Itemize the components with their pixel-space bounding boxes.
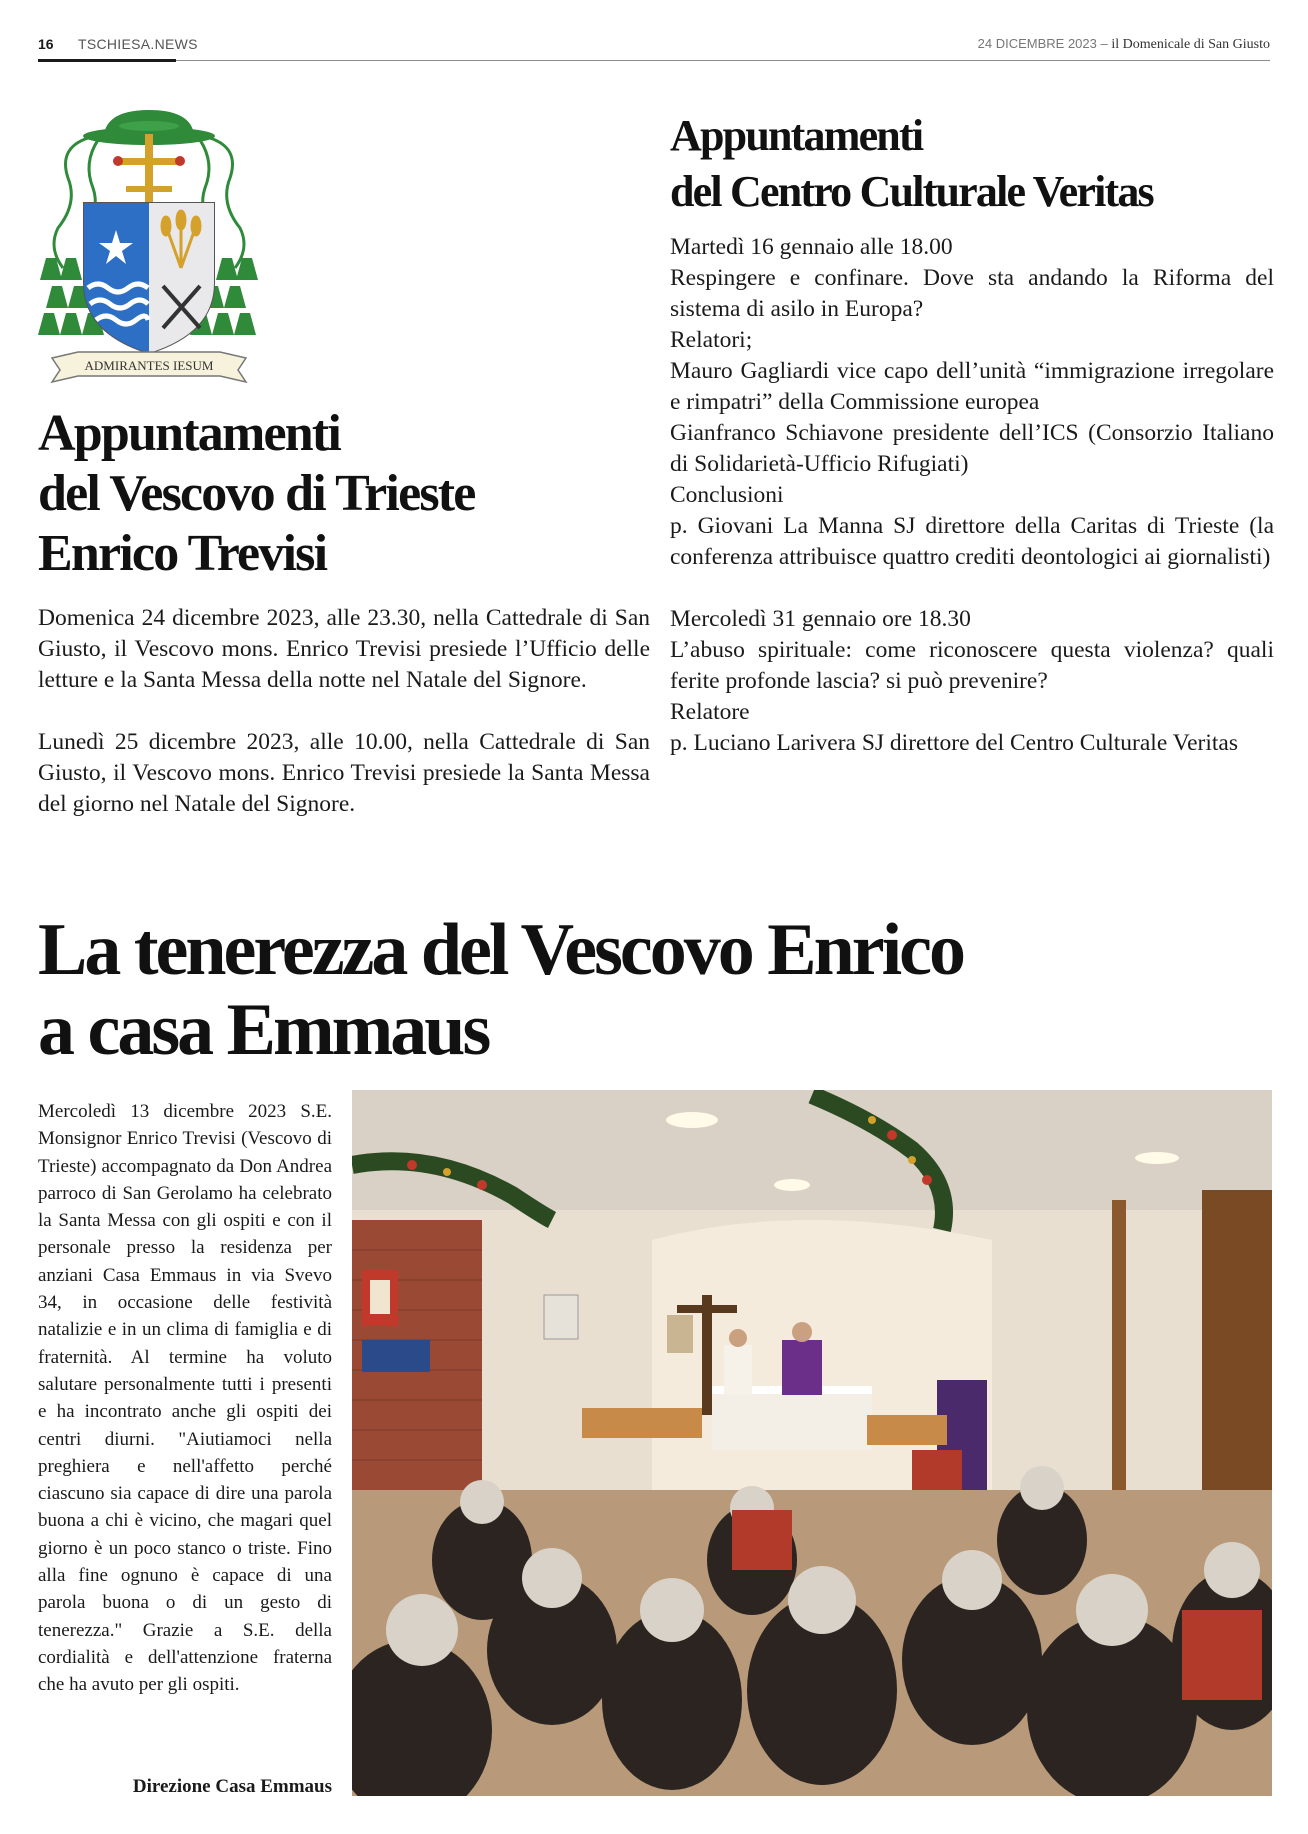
bishop-appointments-body xyxy=(38,603,650,820)
veritas-appointments-body xyxy=(670,232,1274,759)
article-paragraph: Mercoledì 13 dicembre 2023 S.E. Monsignor Enrico Trevisi (Vescovo di Trieste) accompagnato da Don Andrea parroco di San Gerolamo ha celebrato la Santa Messa con gli ospiti e con il personale presso la residenza per anziani Casa Emmaus in via Svevo 34, in occasione delle festività natalizie e in un clima di famiglia e di fraternità. Al termine ha voluto salutare personalmente tutti i presenti e ha incontrato anche gli ospiti dei centri diurni. "Aiutiamoci nella preghiera e nell'affetto perché ciascuno sia capace di dire una parola buona a chi è vicino, che magari quel giorno è un poco stanco o triste. Fino alla fine ognuno è capace di una parola buona o di un gesto di tenerezza." Grazie a S.E. della cordialità e dell'attenzione fraterna che ha avuto per gli ospiti. xyxy=(38,1101,332,1696)
veritas-title-line-1: Appuntamenti xyxy=(670,111,923,160)
bishop-title-line-2: del Vescovo di Trieste xyxy=(38,465,475,522)
header-rule xyxy=(38,60,1270,61)
article-body xyxy=(38,1098,332,1699)
issue-info xyxy=(978,36,1270,53)
event-1-speaker-1: Mauro Gagliardi vice capo dell’unità “immigrazione irregolare e rimpatri” della Commissione europea xyxy=(670,358,1274,415)
event-1-conclusions-label: Conclusioni xyxy=(670,482,784,508)
event-2-speaker: p. Luciano Larivera SJ direttore del Centro Culturale Veritas xyxy=(670,730,1238,756)
paper-name: il Domenicale di San Giusto xyxy=(1111,37,1270,52)
page-header xyxy=(38,34,1270,64)
event-1-date: Martedì 16 gennaio alle 18.00 xyxy=(670,234,953,260)
event-2-date: Mercoledì 31 gennaio ore 18.30 xyxy=(670,606,971,632)
bishop-appointments-title xyxy=(38,404,658,584)
article-title-line-2: a casa Emmaus xyxy=(38,989,489,1071)
site-name[interactable]: TSCHIESA.NEWS xyxy=(78,36,198,52)
event-2-topic: L’abuso spirituale: come riconoscere questa violenza? quali ferite profonde lascia? si può prevenire? xyxy=(670,637,1274,694)
veritas-event-1 xyxy=(670,232,1274,573)
event-1-conclusions: p. Giovani La Manna SJ direttore della Caritas di Trieste (la conferenza attribuisce quattro crediti deontologici ai giornalisti) xyxy=(670,513,1274,570)
article-photo xyxy=(352,1090,1272,1796)
bishop-title-line-3: Enrico Trevisi xyxy=(38,525,327,582)
veritas-appointments-title xyxy=(670,108,1270,220)
chapel-mass-photo xyxy=(352,1090,1272,1796)
event-1-topic: Respingere e confinare. Dove sta andando la Riforma del sistema di asilo in Europa? xyxy=(670,265,1274,322)
crest-motto: ADMIRANTES IESUM xyxy=(84,358,214,373)
issue-date: 24 DICEMBRE 2023 – xyxy=(977,36,1108,51)
article-signature: Direzione Casa Emmaus xyxy=(132,1776,332,1797)
article-title-line-1: La tenerezza del Vescovo Enrico xyxy=(38,909,964,991)
episcopal-coat-of-arms xyxy=(38,108,260,390)
page-number: 16 xyxy=(38,36,54,52)
veritas-title-line-2: del Centro Culturale Veritas xyxy=(670,167,1153,216)
bishop-title-line-1: Appuntamenti xyxy=(38,405,341,462)
header-rule-accent xyxy=(38,59,176,62)
event-2-speaker-label: Relatore xyxy=(670,699,750,725)
event-1-speaker-2: Gianfranco Schiavone presidente dell’ICS (Consorzio Italiano di Solidarietà-Ufficio Rifugiati) xyxy=(670,420,1274,477)
veritas-event-2 xyxy=(670,604,1274,759)
bishop-paragraph-1: Domenica 24 dicembre 2023, alle 23.30, nella Cattedrale di San Giusto, il Vescovo mons. Enrico Trevisi presiede l’Ufficio delle letture e la Santa Messa della notte nel Natale del Signore. xyxy=(38,605,650,693)
event-1-speakers-label: Relatori; xyxy=(670,327,753,353)
article-title xyxy=(38,910,1258,1070)
bishop-paragraph-2: Lunedì 25 dicembre 2023, alle 10.00, nella Cattedrale di San Giusto, il Vescovo mons. Enrico Trevisi presiede la Santa Messa del giorno nel Natale del Signore. xyxy=(38,729,650,817)
coat-of-arms-icon xyxy=(38,108,260,390)
